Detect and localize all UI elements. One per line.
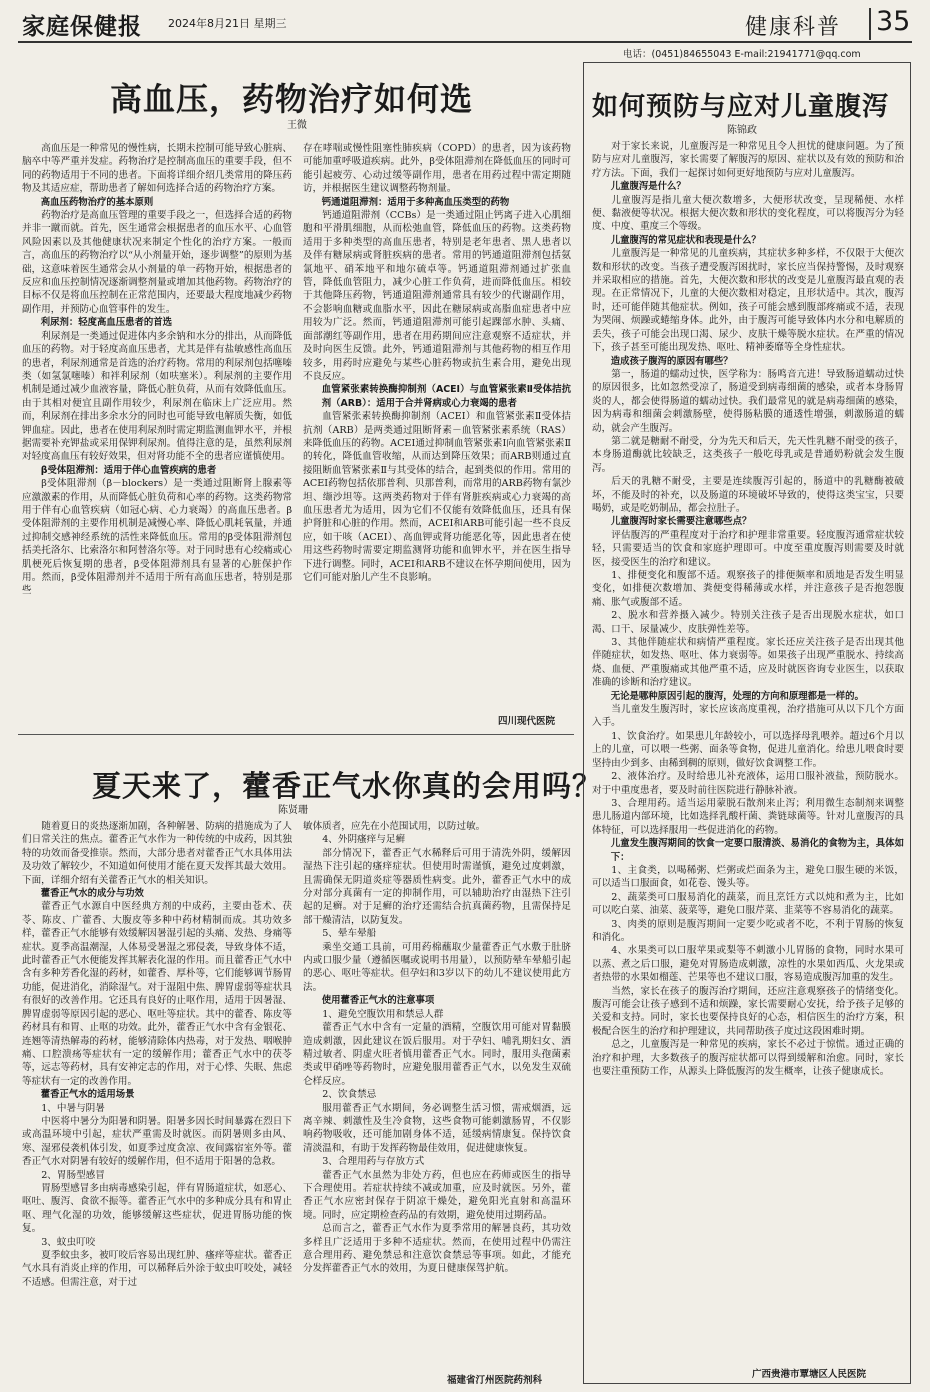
paragraph: 第二就是糖耐不耐受，分为先天和后天，先天性乳糖不耐受的孩子，本身肠道酶就比较缺乏，这类孩子一般吃母乳或是普通奶粉就会发生腹泻。	[592, 435, 904, 474]
paragraph: 当然，家长在孩子的腹泻治疗期间，还应注意观察孩子的情绪变化。腹泻可能会让孩子感到不适和烦躁，家长需要耐心安抚，给予孩子足够的关爱和支持。同时，家长也要保持良好的心态，相信医生的治疗方案，积极配合医生的治疗和护理建议，共同帮助孩子度过这段困难时期。	[592, 985, 904, 1037]
paragraph: 服用藿香正气水期间，务必调整生活习惯，需戒烟酒，远离辛辣、刺激性及生冷食物，这些食物可能刺激肠胃，不仅影响药物吸收，还可能加剧身体不适，延缓病情康复。保持饮食清淡温和，有助于发挥药物最佳效用，促进健康恢复。	[303, 1102, 571, 1154]
paragraph: 藿香正气水中含有一定量的酒精，空腹饮用可能对胃黏膜造成刺激，因此建议在饭后服用。对于孕妇、哺乳期妇女、酒精过敏者、阴虚火旺者慎用藿香正气水。同时，服用头孢菌素类或甲硝唑等药物时，应避免服用藿香正气水，以免发生双硫仑样反应。	[303, 1022, 571, 1087]
subheading: 4、外阴瘙痒与足癣	[322, 834, 406, 846]
paragraph: 总之，儿童腹泻是一种常见的疾病，家长不必过于惊慌。通过正确的治疗和护理，大多数孩子的腹泻症状都可以得到缓解和治愈。同时，家长也要注重预防工作，从源头上降低腹泻的发生概率，让孩子健康成长。	[592, 1039, 904, 1078]
paragraph: 存在哮喘或慢性阻塞性肺疾病（COPD）的患者，因为该药物可能加重呼吸道疾病。此外，β受体阻滞剂在降低血压的同时可能引起疲劳、心动过缓等副作用，患者在用药过程中需定期随访，并根据医生建议调整药物剂量。	[303, 143, 571, 195]
issue-date: 2024年8月21日 星期三	[168, 17, 287, 30]
article2-col2	[303, 820, 571, 1355]
paragraph: 血管紧张素转换酶抑制剂（ACEI）和血管紧张素Ⅱ受体拮抗剂（ARB）是两类通过阻断肾素－血管紧张素系统（RAS）来降低血压的药物。ACEI通过抑制血管紧张素Ⅰ向血管紧张素Ⅱ的转化，降低血管收缩，从而达到降压效果；而ARB则通过直接阻断血管紧张素Ⅱ与其受体的结合，起到类似的作用。常用的ACEI药物包括依那普利、贝那普利，而常用的ARB药物有氯沙坦、缬沙坦等。这两类药物对于伴有肾脏疾病或心力衰竭的高血压患者尤为适用，因为它们不仅能有效降低血压，还具有保护肾脏和心脏的作用。然而，ACEI和ARB可能引起一些不良反应，如干咳（ACEI）、高血钾或肾功能恶化等，因此患者在使用这些药物时需要定期监测肾功能和血钾水平，并在医生指导下进行调整。同时，ACEI和ARB不建议在怀孕期间使用，因为它们可能对胎儿产生不良影响。	[303, 411, 571, 583]
article2-source: 福建省汀州医院药剂科	[447, 1375, 543, 1386]
paragraph: 胃肠型感冒多由病毒感染引起，伴有胃肠道症状，如恶心、呕吐、腹泻、食欲不振等。藿香正气水中的多种成分具有和胃止呕、理气化湿的功效，能够缓解这些症状，促进胃肠功能的恢复。	[22, 1182, 292, 1235]
paragraph: 总而言之，藿香正气水作为夏季常用的解暑良药，其功效多样且广泛适用于多种不适症状。然而，在使用过程中仍需注意合理用药、避免禁忌和注意饮食禁忌等事项。如此，才能充分发挥藿香正气水的效用，为夏日健康保驾护航。	[303, 1223, 571, 1275]
masthead: 家庭保健报	[22, 14, 142, 40]
section-title: 健康科普	[745, 15, 842, 40]
paragraph: 儿童腹泻是一种常见的儿童疾病，其症状多种多样，不仅限于大便次数和形状的改变。当孩子遭受腹泻困扰时，家长应当保持警惕，及时观察并采取相应的措施。首先，大便次数和形状的改变是儿童腹泻最直观的表现。在正常情况下，儿童的大便次数相对稳定，且形状适中。其次，腹泻时，还可能伴随其他症状。例如，孩子可能会感到腹部疼痛或不适，表现为哭闹、烦躁或蜷缩身体。此外，由于腹泻可能导致体内水分和电解质的丢失，孩子可能会出现口渴、尿少、皮肤干燥等脱水症状。在严重的情况下，孩子甚至可能出现发热、呕吐、精神萎靡等全身性症状。	[592, 248, 904, 354]
subheading: 儿童腹泻时家长需要注意哪些点？	[610, 516, 752, 528]
article3-source: 广西贵港市覃塘区人民医院	[752, 1369, 867, 1380]
paragraph: 夏季蚊虫多，被叮咬后容易出现红肿、瘙痒等症状。藿香正气水具有消炎止痒的作用，可以稀释后外涂于蚊虫叮咬处，减轻不适感。但需注意，对于过	[22, 1250, 292, 1288]
paragraph: 随着夏日的炎热逐渐加剧，各种解暑、防病的措施成为了人们日常关注的焦点。藿香正气水作为一种传统的中成药，因其独特的功效而备受推崇。然而，大部分患者对藿香正气水具体用法及功效了解较少，不知道如何使用才能在夏天发挥其最大效用。下面，详细介绍有关藿香正气水的相关知识。	[22, 821, 292, 886]
subheading: 藿香正气水的适用场景	[40, 1089, 135, 1101]
paragraph: 3、其他伴随症状和病情严重程度。家长还应关注孩子是否出现其他伴随症状，如发热、呕吐、体力衰弱等。如果孩子出现严重脱水、持续高烧、血便、严重腹痛或其他严重不适，应及时就医咨询专业医生，以获取准确的诊断和治疗建议。	[592, 637, 904, 689]
paragraph: 2、液体治疗。及时给患儿补充液体，运用口服补液盐，预防脱水。对于中重度患者，要及时前往医院进行静脉补液。	[592, 771, 904, 796]
subheading: 藿香正气水的成分与功效	[40, 888, 144, 900]
subheading: 高血压药物治疗的基本原则	[40, 196, 154, 208]
subheading: 儿童腹泻是什么？	[610, 181, 686, 193]
contact-info: 电话：(0451)84655043 E-mail:21941771@qq.com	[623, 49, 861, 60]
subheading: 2、胃肠型感冒	[41, 1169, 105, 1181]
subheading: 5、晕车晕船	[322, 928, 377, 940]
article1-source: 四川现代医院	[498, 716, 556, 727]
article2-col1	[22, 820, 292, 1386]
article1-title: 高血压，药物治疗如何选	[110, 80, 474, 118]
subheading: 造成孩子腹泻的原因有哪些？	[610, 355, 733, 367]
subheading: 血管紧张素转换酶抑制剂（ACEI）与血管紧张素Ⅱ受体拮抗剂（ARB）：适用于合并肾病或心力衰竭的患者	[321, 384, 571, 409]
article3-body	[592, 140, 904, 1362]
paragraph: β受体阻滞剂（β－blockers）是一类通过阻断肾上腺素等应激激素的作用，从而降低心脏负荷和心率的药物。这类药物常用于伴有心血管疾病（如冠心病、心力衰竭）的高血压患者。β受体阻滞剂的主要作用机制是减慢心率、降低心肌耗氧量，并通过抑制交感神经系统的活性来降低血压。常用的β受体阻滞剂包括美托洛尔、比索洛尔和阿替洛尔等。对于同时患有心绞痛或心肌梗死后恢复期的患者，β受体阻滞剂具有显著的心脏保护作用。然而，β受体阻滞剂并不适用于所有高血压患者，特别是那些	[22, 478, 292, 597]
paragraph: 藿香正气水源自中医经典方剂的中成药，主要由苍术、茯苓、陈皮、广藿香、大腹皮等多种中药材精制而成。其功效多样，藿香正气水能够有效缓解因暑湿引起的头痛、发热、身痛等症状。夏季高温潮湿，人体易受暑湿之邪侵袭，导致身体不适，此时藿香正气水便能发挥其解表化湿的作用。而且藿香正气水中含有多种芳香化湿的药材，如藿香、厚朴等，它们能够调节肠胃功能，促进消化，消除湿气。对于湿阻中焦、脾胃虚弱等症状具有很好的改善作用。它还具有良好的止呕作用，适用于因暑湿、脾胃虚弱等原因引起的恶心、呕吐等症状。其中的藿香、陈皮等药材具有和胃、止呕的功效。此外，藿香正气水中含有金银花、连翘等清热解毒的药材，能够清除体内热毒，对于发热、咽喉肿痛、口腔溃疡等症状有一定的缓解作用；藿香正气水中的茯苓等，远志等药材，具有安神定志的作用，对于心悸、失眠、焦虑等症状有一定的改善作用。	[22, 901, 292, 1087]
subheading: 3、蚊虫叮咬	[41, 1236, 96, 1248]
subheading: 儿童发生腹泻期间的饮食一定要口服清淡、易消化的食物为主，具体如下：	[610, 838, 904, 863]
paragraph: 2、蔬菜类可口服易消化的蔬菜，而且烹饪方式以炖和煮为主，比如可以吃白菜、油菜、菠菜等，避免口服芹菜、韭菜等不容易消化的蔬菜。	[592, 891, 904, 917]
subheading: 1、中暑与阴暑	[41, 1102, 105, 1114]
paragraph: 乘坐交通工具前，可用药棉蘸取少量藿香正气水敷于肚脐内或口服少量（遵循医嘱或说明书用量），以预防晕车晕船引起的恶心、呕吐等症状。但孕妇和3岁以下的幼儿不建议使用此方法。	[303, 941, 571, 993]
article1-author: 王微	[287, 120, 307, 131]
paragraph: 3、合理用药。适当运用蒙脱石散剂来止泻；利用微生态制剂来调整患儿肠道内部环境，比如选择乳酸杆菌、粪链球菌等。针对儿童腹泻的具体特征，可以选择服用一些促进消化的药物。	[592, 797, 904, 836]
paragraph: 当儿童发生腹泻时，家长应该高度重视，治疗措施可从以下几个方面入手。	[592, 704, 904, 729]
paragraph: 1、排便变化和腹部不适。观察孩子的排便频率和质地是否发生明显变化，如排便次数增加、粪便变得稀薄或水样，并注意孩子是否抱怨腹痛、胀气或腹部不适。	[592, 570, 904, 608]
paragraph: 2、脱水和营养摄入减少。特别关注孩子是否出现脱水症状，如口渴、口干、尿量减少、皮肤弹性差等。	[592, 610, 904, 635]
paragraph: 中医将中暑分为阳暑和阴暑。阳暑多因长时间暴露在烈日下或高温环境中引起，症状严重需及时就医。而阴暑则多由风、寒、湿邪侵袭机体引发，如夏季过度贪凉、夜间露宿室外等。藿香正气水对阴暑有较好的缓解作用，但不适用于阳暑的急救。	[22, 1115, 292, 1168]
paragraph: 对于家长来说，儿童腹泻是一种常见且令人担忧的健康问题。为了预防与应对儿童腹泻，家长需要了解腹泻的原因、症状以及有效的预防和治疗方法。下面，我们一起探讨如何更好地预防与应对儿童腹泻。	[592, 141, 904, 179]
subheading: 利尿剂：轻度高血压患者的首选	[40, 317, 173, 329]
subheading: 3、合理用药与存放方式	[322, 1156, 425, 1168]
paragraph: 敏体质者，应先在小范围试用，以防过敏。	[303, 821, 486, 832]
article2-title: 夏天来了，藿香正气水你真的会用吗？	[92, 769, 603, 803]
article-divider	[18, 734, 574, 735]
paragraph: 4、水果类可以口服苹果或梨等不刺激小儿胃肠的食物，同时水果可以蒸、煮之后口服，避免对胃肠造成刺激，凉性的水果如西瓜、火龙果或者热带的水果如榴莲、芒果等也不建议口服，容易造成腹泻加重的发生。	[592, 945, 904, 984]
paragraph: 药物治疗是高血压管理的重要手段之一，但选择合适的药物并非一蹴而就。首先，医生通常会根据患者的血压水平、心血管风险因素以及其他健康状况来制定个性化的治疗方案。一般而言，高血压的药物治疗以“从小剂量开始，逐步调整”的原则为基础，这意味着医生通常会从小剂量的单一药物开始，根据患者的反应和血压控制情况逐渐调整剂量或增加其他药物。药物治疗的目标不仅是将血压控制在正常范围内，还要最大程度地减少药物副作用，并预防心血管事件的发生。	[22, 210, 292, 315]
paragraph: 钙通道阻滞剂（CCBs）是一类通过阻止钙离子进入心肌细胞和平滑肌细胞，从而松弛血管，降低血压的药物。这类药物适用于多种类型的高血压患者，特别是老年患者、黑人患者以及伴有糖尿病或肾脏疾病的患者。常用的钙通道阻滞剂包括氨氯地平、硝苯地平和地尔硫卓等。钙通道阻滞剂通过扩张血管，降低血管阻力，减少心脏工作负荷，进而降低血压。相较于其他降压药物，钙通道阻滞剂通常具有较少的代谢副作用，不会影响血糖或血脂水平，因此在糖尿病或高脂血症患者中应用较为广泛。然而，钙通道阻滞剂可能引起踝部水肿、头痛、面部潮红等副作用，患者在用药期间应注意观察不适症状，并及时向医生反馈。此外，钙通道阻滞剂与其他药物的相互作用较多，用药时应避免与某些心脏药物或抗生素合用，避免出现不良反应。	[303, 210, 571, 382]
page-number: 35	[876, 6, 911, 37]
subheading: 1、避免空腹饮用和禁忌人群	[322, 1008, 444, 1020]
article2-author: 陈贤珊	[278, 805, 308, 816]
article3-author: 陈锦政	[727, 125, 757, 136]
paragraph: 部分情况下，藿香正气水稀释后可用于清洗外阴，缓解因湿热下注引起的瘙痒症状。但使用时需谨慎，避免过度刺激，且需确保无阴道炎症等器质性病变。此外，藿香正气水中的成分对部分真菌有一定的抑制作用，可以辅助治疗由湿热下注引起的足癣。对于足癣的治疗还需结合抗真菌药物，且需保持足部干燥清洁，以防复发。	[303, 847, 571, 926]
subheading: 2、饮食禁忌	[322, 1089, 377, 1101]
paragraph: 后天的乳糖不耐受，主要是连续腹泻引起的，肠道中的乳糖酶被破坏，不能及时的补充，以及肠道的环境破坏导致的，使得这类宝宝，只要喝奶，或是吃奶制品，都会拉肚子。	[592, 476, 904, 514]
article1-col2	[303, 142, 571, 702]
paragraph: 利尿剂是一类通过促进体内多余钠和水分的排出，从而降低血压的药物。对于轻度高血压患者，尤其是伴有盐敏感性高血压的患者，利尿剂通常是首选的治疗药物。常用的利尿剂包括噻嗪类（如氢氯噻嗪）和袢利尿剂（如呋塞米）。利尿剂的主要作用机制是通过减少血液容量，降低心脏负荷，从而有效降低血压。由于其相对便宜且副作用较少，利尿剂在临床上广泛应用。然而，利尿剂在排出多余水分的同时也可能导致电解质失衡，如低钾血症。因此，患者在使用利尿剂时需定期监测血钾水平，并根据需要补充钾盐或采用保钾利尿剂。值得注意的是，虽然利尿剂对轻度高血压有较好效果，但对肾功能不全的患者应谨慎使用。	[22, 330, 292, 463]
header-divider	[869, 8, 871, 40]
subheading: 无论是哪种原因引起的腹泻，处理的方向和原理都是一样的。	[610, 690, 864, 702]
paragraph: 评估腹泻的严重程度对于治疗和护理非常重要。轻度腹泻通常症状较轻，只需要适当的饮食和家庭护理即可。中度至重度腹泻则需要及时就医，接受医生的治疗和建议。	[592, 529, 904, 568]
paragraph: 1、饮食治疗。如果患儿年龄较小，可以选择母乳喂养。超过6个月以上的儿童，可以喂一些粥、面条等食物，促进儿童消化。给患儿喂食时要坚持由少到多、由稀到稠的原则，做好饮食调整工作。	[592, 730, 904, 769]
paragraph: 儿童腹泻是指儿童大便次数增多，大便形状改变，呈现稀便、水样便、黏液便等状况。根据大便次数和形状的变化程度，可以将腹泻分为轻度、中度、重度三个等级。	[592, 194, 904, 233]
header-rule	[18, 41, 912, 43]
subheading: 儿童腹泻的常见症状和表现是什么？	[610, 234, 761, 246]
paragraph: 第一，肠道的蠕动过快，医学称为：肠鸣音亢进！导致肠道蠕动过快的原因很多，比如忽然受凉了，肠道受到病毒细菌的感染，或者本身肠胃炎的人，都会使得肠道的蠕动过快。我们最常见的就是病毒细菌的感染，因为病毒和细菌会刺激肠壁，使得肠粘膜的通透性增强，刺激肠道的蠕动，就会产生腹泻。	[592, 368, 904, 434]
article1-col1	[22, 142, 292, 732]
article3-title: 如何预防与应对儿童腹泻	[592, 92, 890, 122]
paragraph: 藿香正气水虽然为非处方药，但也应在药师或医生的指导下合理使用。若症状持续不减或加重，应及时就医。另外，藿香正气水应密封保存于阴凉干燥处，避免阳光直射和高温环境。同时，应定期检查药品的有效期，避免使用过期药品。	[303, 1169, 571, 1221]
paragraph: 高血压是一种常见的慢性病，长期未控制可能导致心脏病、脑卒中等严重并发症。药物治疗是控制高血压的重要手段，但不同的药物适用于不同的患者。下面将详细介绍几类常用的降压药物及其适应症，帮助患者了解如何选择合适的药物治疗方案。	[22, 143, 292, 195]
paragraph: 1、主食类，以喝稀粥、烂粥或烂面条为主，避免口服生硬的米饭，可以适当口服面食，如花卷、馒头等。	[592, 864, 904, 890]
subheading: 使用藿香正气水的注意事项	[321, 995, 435, 1007]
subheading: β受体阻滞剂：适用于伴心血管疾病的患者	[40, 464, 217, 476]
subheading: 钙通道阻滞剂：适用于多种高血压类型的药物	[321, 196, 510, 208]
paragraph: 3、肉类的原则是腹泻期间一定要少吃或者不吃，不利于胃肠的恢复和消化。	[592, 918, 904, 943]
